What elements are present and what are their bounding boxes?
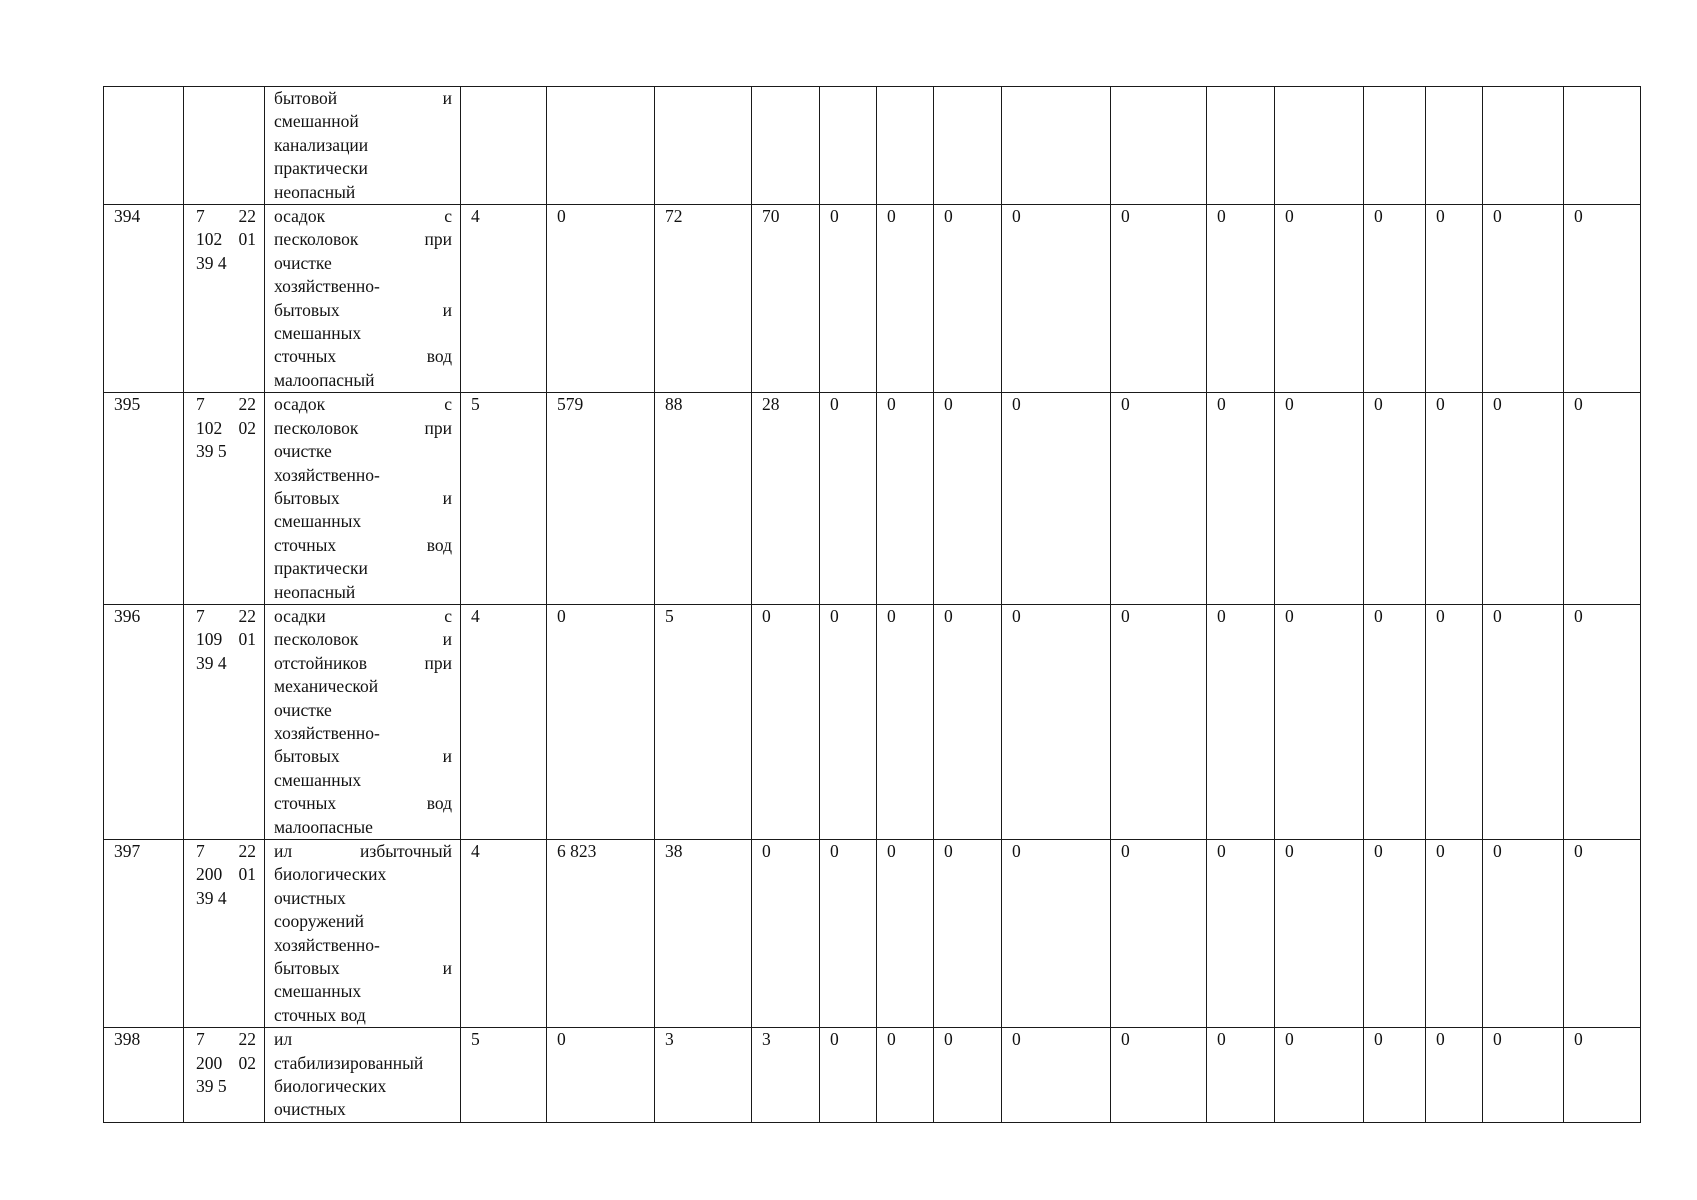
table-row bbox=[104, 393, 1641, 605]
waste-name-line: бытовых и bbox=[274, 487, 452, 508]
value-cell bbox=[1426, 87, 1483, 205]
waste-name-cell bbox=[265, 840, 461, 1028]
waste-code-cell: 7 22 102 02 39 5 bbox=[184, 393, 265, 605]
waste-code-cell bbox=[184, 87, 265, 205]
row-number-cell: 394 bbox=[104, 205, 184, 393]
waste-name-line: биологических bbox=[274, 1076, 387, 1097]
value-cell bbox=[1364, 87, 1426, 205]
value-cell: 0 bbox=[1002, 1028, 1111, 1123]
waste-name-line: сооружений bbox=[274, 911, 365, 932]
value-cell: 0 bbox=[547, 604, 655, 839]
waste-name-cell bbox=[265, 87, 461, 205]
value-cell: 0 bbox=[1111, 840, 1207, 1028]
value-cell: 0 bbox=[1002, 393, 1111, 605]
table-row bbox=[104, 1028, 1641, 1123]
value-cell: 4 bbox=[461, 604, 547, 839]
waste-name-line: смешанных bbox=[274, 323, 362, 344]
value-cell: 0 bbox=[1002, 205, 1111, 393]
value-cell: 0 bbox=[1364, 1028, 1426, 1123]
value-cell: 0 bbox=[752, 604, 820, 839]
value-cell: 0 bbox=[934, 840, 1002, 1028]
value-cell: 0 bbox=[934, 604, 1002, 839]
waste-table bbox=[103, 86, 1641, 1123]
value-cell: 72 bbox=[655, 205, 752, 393]
value-cell: 0 bbox=[877, 840, 934, 1028]
value-cell bbox=[1564, 87, 1641, 205]
waste-name-line: неопасный bbox=[274, 181, 356, 202]
value-cell: 0 bbox=[1426, 393, 1483, 605]
value-cell bbox=[820, 87, 877, 205]
value-cell bbox=[461, 87, 547, 205]
table-row bbox=[104, 87, 1641, 205]
row-number-cell bbox=[104, 87, 184, 205]
table-row bbox=[104, 604, 1641, 839]
row-number-cell: 398 bbox=[104, 1028, 184, 1123]
waste-name-line: бытовых и bbox=[274, 746, 452, 767]
value-cell: 4 bbox=[461, 840, 547, 1028]
value-cell: 0 bbox=[820, 1028, 877, 1123]
value-cell: 0 bbox=[877, 1028, 934, 1123]
value-cell bbox=[877, 87, 934, 205]
waste-name-line: очистке bbox=[274, 441, 332, 462]
waste-name-line: хозяйственно- bbox=[274, 276, 380, 297]
value-cell: 0 bbox=[1275, 205, 1364, 393]
waste-name-line: хозяйственно- bbox=[274, 934, 380, 955]
waste-name-line: песколовок при bbox=[274, 417, 452, 438]
value-cell bbox=[1002, 87, 1111, 205]
waste-name-line: сточных вод bbox=[274, 534, 452, 555]
value-cell: 0 bbox=[1207, 840, 1275, 1028]
value-cell: 0 bbox=[1483, 205, 1564, 393]
value-cell: 0 bbox=[1426, 205, 1483, 393]
waste-name-line: стабилизированный bbox=[274, 1052, 424, 1073]
value-cell bbox=[752, 87, 820, 205]
value-cell: 0 bbox=[1364, 840, 1426, 1028]
waste-name-cell bbox=[265, 604, 461, 839]
waste-name-line: очистных bbox=[274, 887, 346, 908]
value-cell: 0 bbox=[1483, 393, 1564, 605]
waste-name-line: смешанных bbox=[274, 769, 362, 790]
value-cell: 0 bbox=[1207, 205, 1275, 393]
waste-name-line: очистных bbox=[274, 1099, 346, 1120]
waste-code-cell: 7 22 102 01 39 4 bbox=[184, 205, 265, 393]
waste-name-line: хозяйственно- bbox=[274, 464, 380, 485]
waste-name-line: осадки с bbox=[274, 605, 452, 626]
waste-name-line: канализации bbox=[274, 134, 369, 155]
value-cell bbox=[655, 87, 752, 205]
value-cell: 0 bbox=[1364, 604, 1426, 839]
value-cell: 5 bbox=[461, 1028, 547, 1123]
waste-code-cell: 7 22 200 02 39 5 bbox=[184, 1028, 265, 1123]
value-cell: 0 bbox=[1111, 1028, 1207, 1123]
value-cell: 0 bbox=[1207, 604, 1275, 839]
value-cell: 0 bbox=[820, 205, 877, 393]
value-cell: 0 bbox=[1207, 393, 1275, 605]
value-cell: 0 bbox=[1426, 1028, 1483, 1123]
value-cell: 0 bbox=[547, 1028, 655, 1123]
value-cell: 0 bbox=[547, 205, 655, 393]
value-cell: 0 bbox=[1111, 393, 1207, 605]
value-cell: 5 bbox=[655, 604, 752, 839]
waste-name-line: смешанных bbox=[274, 981, 362, 1002]
value-cell: 28 bbox=[752, 393, 820, 605]
value-cell: 0 bbox=[1564, 393, 1641, 605]
waste-name-line: хозяйственно- bbox=[274, 722, 380, 743]
waste-name-line: ил избыточный bbox=[274, 841, 452, 861]
waste-name-line: очистке bbox=[274, 252, 332, 273]
value-cell: 0 bbox=[877, 604, 934, 839]
value-cell: 6 823 bbox=[547, 840, 655, 1028]
value-cell: 0 bbox=[934, 393, 1002, 605]
value-cell: 0 bbox=[934, 205, 1002, 393]
value-cell bbox=[1111, 87, 1207, 205]
waste-name-line: бытовой и bbox=[274, 88, 452, 108]
waste-name-line: отстойников при bbox=[274, 652, 452, 673]
row-number-cell: 395 bbox=[104, 393, 184, 605]
waste-name-line: практически bbox=[274, 558, 368, 579]
waste-name-cell bbox=[265, 205, 461, 393]
value-cell: 0 bbox=[1275, 1028, 1364, 1123]
value-cell: 0 bbox=[1002, 604, 1111, 839]
value-cell bbox=[934, 87, 1002, 205]
value-cell: 579 bbox=[547, 393, 655, 605]
waste-name-line: смешанных bbox=[274, 511, 362, 532]
value-cell: 0 bbox=[1564, 1028, 1641, 1123]
value-cell: 0 bbox=[1564, 840, 1641, 1028]
waste-name-line: сточных вод bbox=[274, 346, 452, 367]
waste-name-line: малоопасный bbox=[274, 369, 375, 390]
value-cell: 0 bbox=[1364, 205, 1426, 393]
waste-name-line: бытовых и bbox=[274, 958, 452, 979]
waste-code-cell: 7 22 109 01 39 4 bbox=[184, 604, 265, 839]
value-cell: 0 bbox=[1111, 205, 1207, 393]
value-cell: 0 bbox=[877, 205, 934, 393]
waste-name-line: смешанной bbox=[274, 111, 359, 132]
row-number-cell: 396 bbox=[104, 604, 184, 839]
waste-name-line: механической bbox=[274, 676, 379, 697]
value-cell: 0 bbox=[820, 393, 877, 605]
value-cell bbox=[1483, 87, 1564, 205]
row-number-cell: 397 bbox=[104, 840, 184, 1028]
value-cell: 0 bbox=[1426, 604, 1483, 839]
value-cell: 70 bbox=[752, 205, 820, 393]
value-cell: 0 bbox=[1426, 840, 1483, 1028]
value-cell: 4 bbox=[461, 205, 547, 393]
value-cell: 0 bbox=[1483, 1028, 1564, 1123]
value-cell: 0 bbox=[1207, 1028, 1275, 1123]
waste-name-line: сточных вод bbox=[274, 1004, 366, 1025]
value-cell: 0 bbox=[1483, 840, 1564, 1028]
waste-name-line: неопасный bbox=[274, 581, 356, 602]
value-cell: 5 bbox=[461, 393, 547, 605]
waste-name-line: песколовок при bbox=[274, 229, 452, 250]
value-cell: 0 bbox=[1564, 205, 1641, 393]
waste-name-cell bbox=[265, 1028, 461, 1123]
value-cell bbox=[1275, 87, 1364, 205]
value-cell: 38 bbox=[655, 840, 752, 1028]
value-cell: 0 bbox=[820, 604, 877, 839]
waste-code-cell: 7 22 200 01 39 4 bbox=[184, 840, 265, 1028]
value-cell: 0 bbox=[1483, 604, 1564, 839]
value-cell: 3 bbox=[752, 1028, 820, 1123]
table-row bbox=[104, 840, 1641, 1028]
value-cell: 0 bbox=[1111, 604, 1207, 839]
value-cell: 0 bbox=[1275, 604, 1364, 839]
value-cell: 88 bbox=[655, 393, 752, 605]
waste-name-cell bbox=[265, 393, 461, 605]
waste-name-line: бытовых и bbox=[274, 299, 452, 320]
value-cell: 0 bbox=[1364, 393, 1426, 605]
value-cell: 0 bbox=[752, 840, 820, 1028]
waste-name-line: осадок с bbox=[274, 394, 452, 415]
waste-name-line: осадок с bbox=[274, 206, 452, 227]
waste-name-line: ил bbox=[274, 1029, 293, 1050]
waste-name-line: песколовок и bbox=[274, 629, 452, 650]
value-cell: 0 bbox=[1002, 840, 1111, 1028]
value-cell bbox=[1207, 87, 1275, 205]
value-cell: 0 bbox=[877, 393, 934, 605]
waste-name-line: малоопасные bbox=[274, 816, 373, 837]
waste-name-line: очистке bbox=[274, 699, 332, 720]
value-cell: 0 bbox=[1564, 604, 1641, 839]
waste-name-line: сточных вод bbox=[274, 793, 452, 814]
waste-name-line: биологических bbox=[274, 864, 387, 885]
table-row bbox=[104, 205, 1641, 393]
table-body bbox=[104, 87, 1641, 1123]
waste-name-line: практически bbox=[274, 158, 368, 179]
value-cell: 3 bbox=[655, 1028, 752, 1123]
value-cell: 0 bbox=[1275, 393, 1364, 605]
value-cell: 0 bbox=[934, 1028, 1002, 1123]
value-cell bbox=[547, 87, 655, 205]
value-cell: 0 bbox=[1275, 840, 1364, 1028]
value-cell: 0 bbox=[820, 840, 877, 1028]
